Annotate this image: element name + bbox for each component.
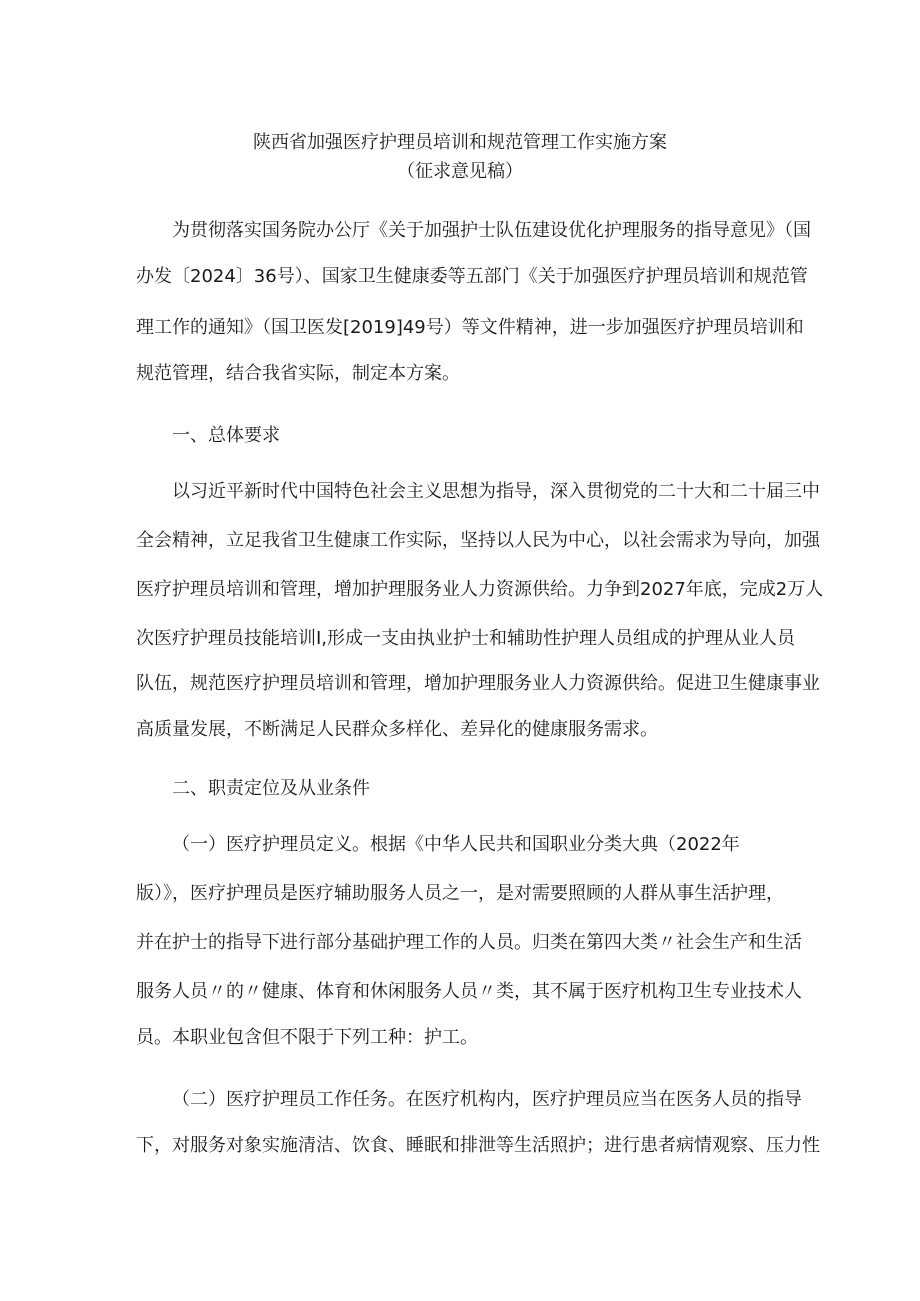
section-heading: 二、职责定位及从业条件 bbox=[172, 778, 370, 799]
item1-line: （一）医疗护理员定义。根据《中华人民共和国职业分类大典（2022年 bbox=[172, 834, 740, 855]
item1-line: 并在护士的指导下进行部分基础护理工作的人员。归类在第四大类〃社会生产和生活 bbox=[136, 932, 802, 953]
document-subtitle: （征求意见稿） bbox=[397, 161, 523, 182]
section1-line: 以习近平新时代中国特色社会主义思想为指导，深入贯彻党的二十大和二十届三中 bbox=[172, 481, 820, 502]
section-heading: 一、总体要求 bbox=[172, 425, 280, 446]
intro-line: 办发〔2024〕36号）、国家卫生健康委等五部门《关于加强医疗护理员培训和规范管 bbox=[136, 266, 808, 287]
section1-line: 全会精神，立足我省卫生健康工作实际，坚持以人民为中心，以社会需求为导向，加强 bbox=[136, 530, 820, 551]
item2-line: 下，对服务对象实施清洁、饮食、睡眠和排泄等生活照护；进行患者病情观察、压力性 bbox=[136, 1135, 820, 1156]
item1-line: 员。本职业包含但不限于下列工种：护工。 bbox=[136, 1027, 478, 1048]
intro-line: 规范管理，结合我省实际，制定本方案。 bbox=[136, 363, 460, 384]
intro-line: 为贯彻落实国务院办公厅《关于加强护士队伍建设优化护理服务的指导意见》（国 bbox=[172, 220, 811, 241]
item1-line: 版）》，医疗护理员是医疗辅助服务人员之一，是对需要照顾的人群从事生活护理， bbox=[136, 883, 784, 904]
section1-line: 高质量发展，不断满足人民群众多样化、差异化的健康服务需求。 bbox=[136, 719, 658, 740]
item2-line: （二）医疗护理员工作任务。在医疗机构内，医疗护理员应当在医务人员的指导 bbox=[172, 1089, 802, 1110]
section1-line: 医疗护理员培训和管理，增加护理服务业人力资源供给。力争到2027年底，完成2万人 bbox=[136, 579, 824, 600]
intro-line: 理工作的通知》（国卫医发[2019]49号）等文件精神，进一步加强医疗护理员培训和 bbox=[136, 317, 804, 338]
section1-line: 次医疗护理员技能培训I,形成一支由执业护士和辅助性护理人员组成的护理从业人员 bbox=[136, 628, 796, 649]
section1-line: 队伍，规范医疗护理员培训和管理，增加护理服务业人力资源供给。促进卫生健康事业 bbox=[136, 673, 820, 694]
item1-line: 服务人员〃的〃健康、体育和休闲服务人员〃类，其不属于医疗机构卫生专业技术人 bbox=[136, 981, 802, 1002]
document-title: 陕西省加强医疗护理员培训和规范管理工作实施方案 bbox=[253, 132, 667, 153]
